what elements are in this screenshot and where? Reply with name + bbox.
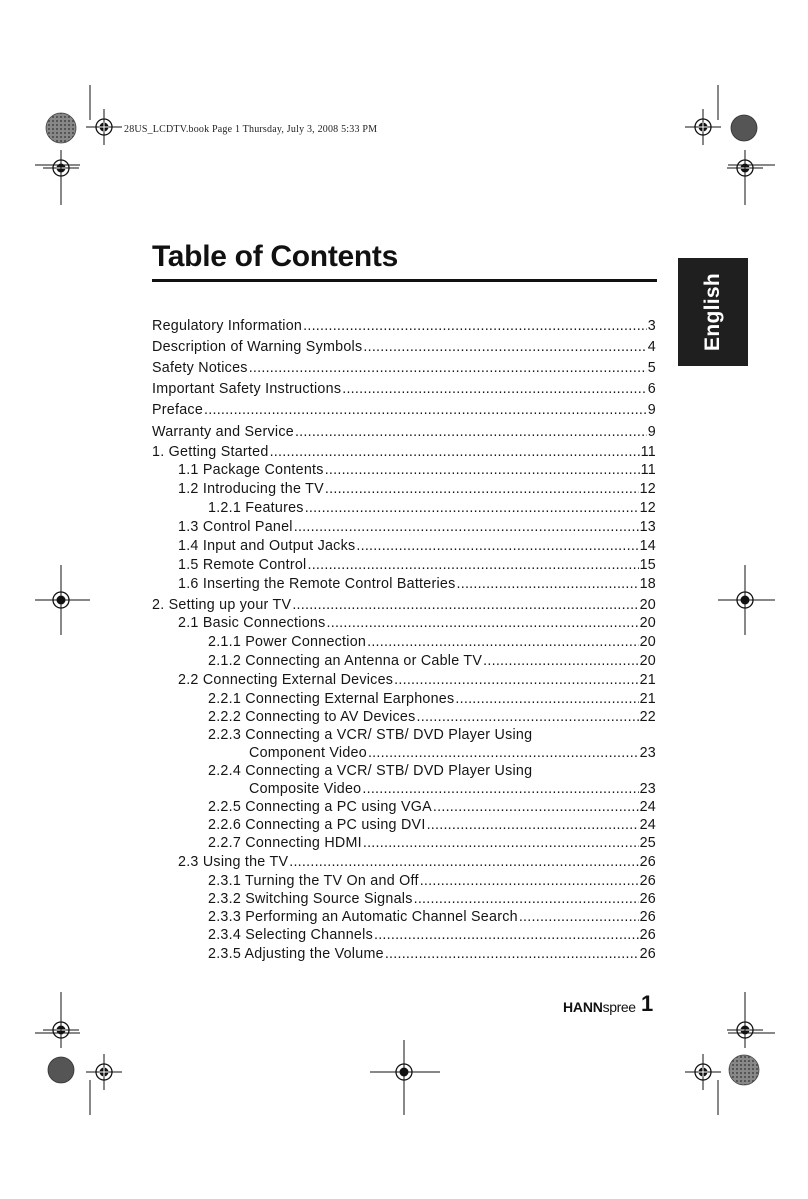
toc-entry[interactable] (208, 634, 656, 651)
toc-entry[interactable] (208, 909, 656, 926)
toc-entry[interactable] (208, 927, 656, 944)
brand-logo (563, 999, 636, 1015)
toc-entry-label: 2.2.2 Connecting to AV Devices (208, 709, 416, 725)
toc-entry[interactable] (208, 709, 656, 726)
toc-entry-label: 2.3.4 Selecting Channels (208, 927, 373, 943)
toc-entry-label: 2.3.1 Turning the TV On and Off (208, 873, 419, 889)
registration-mark-icon (86, 109, 122, 145)
toc-entry-page: 20 (639, 653, 656, 669)
toc-entry-page: 6 (647, 381, 656, 397)
toc-entry[interactable] (178, 672, 656, 689)
toc-entry-page: 21 (639, 691, 656, 707)
toc-entry-page: 26 (639, 927, 656, 943)
toc-entry-page: 18 (639, 576, 656, 592)
toc-entry-label: Safety Notices (152, 360, 248, 376)
toc-entry-page: 3 (647, 318, 656, 334)
brand-logo-bold: HANN (563, 999, 603, 1015)
toc-entry[interactable] (152, 424, 656, 441)
color-target-icon (46, 113, 76, 143)
toc-entry-label: 1.6 Inserting the Remote Control Batteries (178, 576, 456, 592)
toc-entry[interactable] (152, 402, 656, 419)
toc-entry-page: 24 (639, 799, 656, 815)
toc-entry-label: Preface (152, 402, 204, 418)
toc-entry-label: 2.2.7 Connecting HDMI (208, 835, 362, 851)
toc-entry[interactable] (152, 444, 656, 461)
toc-entry-page: 11 (640, 462, 656, 478)
toc-entry[interactable] (208, 946, 656, 963)
toc-entry[interactable] (178, 481, 656, 498)
toc-entry-page: 21 (639, 672, 656, 688)
toc-entry-label: 1.5 Remote Control (178, 557, 307, 573)
toc-entry-page: 23 (639, 745, 656, 761)
toc-entry-label: 2.1.1 Power Connection (208, 634, 367, 650)
toc-entry-page: 14 (639, 538, 656, 554)
toc-entry-page: 9 (647, 424, 656, 440)
toc-entry-label: 2.1 Basic Connections (178, 615, 326, 631)
toc-entry-label: 2.3.3 Performing an Automatic Channel Search (208, 909, 518, 925)
toc-entry[interactable] (152, 381, 656, 398)
registration-mark-icon (86, 1054, 122, 1090)
toc-entry[interactable] (178, 538, 656, 555)
page-title: Table of Contents (152, 240, 399, 273)
toc-entry-page: 22 (639, 709, 656, 725)
toc-entry-label: 2.2.5 Connecting a PC using VGA (208, 799, 432, 815)
toc-entry-label: 1.2 Introducing the TV (178, 481, 324, 497)
toc-entry-label: 1.2.1 Features (208, 500, 304, 516)
page-number: 1 (641, 991, 654, 1016)
language-tab (678, 258, 748, 366)
toc-entry[interactable] (178, 557, 656, 574)
color-target-icon (729, 1055, 759, 1085)
toc-entry[interactable] (178, 576, 656, 593)
toc-entry[interactable] (178, 519, 656, 536)
toc-entry[interactable] (152, 318, 656, 335)
toc-entry-label: Important Safety Instructions (152, 381, 342, 397)
toc-entry-label: 1.3 Control Panel (178, 519, 293, 535)
toc-entry[interactable] (152, 597, 656, 614)
toc-entry[interactable] (208, 691, 656, 708)
toc-entry-page: 24 (639, 817, 656, 833)
print-header: 28US_LCDTV.book Page 1 Thursday, July 3, 2008 5:33 PM (124, 124, 378, 135)
toc-entry-page: 11 (640, 444, 656, 460)
toc-entry-label: 1. Getting Started (152, 444, 269, 460)
toc-entry[interactable] (208, 500, 656, 517)
toc-entry[interactable] (208, 653, 656, 670)
toc-entry[interactable] (208, 873, 656, 890)
toc-entry-label: Warranty and Service (152, 424, 294, 440)
toc-entry-label: 1.1 Package Contents (178, 462, 324, 478)
toc-entry-label: Description of Warning Symbols (152, 339, 363, 355)
toc-entry-page: 25 (639, 835, 656, 851)
toc-entry-label: 2.3.2 Switching Source Signals (208, 891, 413, 907)
toc-entry[interactable] (208, 799, 656, 816)
toc-entry-label: 2.1.2 Connecting an Antenna or Cable TV (208, 653, 483, 669)
toc-entry-page: 15 (639, 557, 656, 573)
toc-entry-label-continued: Component Video (249, 745, 367, 761)
toc-entry-label: 2.2.1 Connecting External Earphones (208, 691, 455, 707)
toc-entry-page: 13 (639, 519, 656, 535)
toc-entry-label: 1.4 Input and Output Jacks (178, 538, 356, 554)
language-tab-label: English (701, 273, 724, 351)
toc-entry[interactable] (249, 781, 656, 798)
toc-entry-page: 26 (639, 891, 656, 907)
toc-entry[interactable] (152, 339, 656, 356)
toc-entry-label-continued: Composite Video (249, 781, 362, 797)
toc-entry-label: 2.3 Using the TV (178, 854, 289, 870)
toc-entry[interactable] (249, 745, 656, 762)
toc-entry[interactable] (178, 615, 656, 632)
color-target-icon (48, 1057, 74, 1083)
toc-entry-page: 12 (639, 500, 656, 516)
toc-entry-page: 26 (639, 909, 656, 925)
toc-entry-page: 4 (647, 339, 656, 355)
registration-mark-icon (685, 1054, 721, 1090)
toc-entry-page: 23 (639, 781, 656, 797)
toc-entry-page: 26 (639, 854, 656, 870)
registration-mark-icon (685, 109, 721, 145)
toc-entry[interactable] (208, 817, 656, 834)
toc-entry-page: 26 (639, 946, 656, 962)
toc-entry-label: 2.3.5 Adjusting the Volume (208, 946, 384, 962)
toc-entry[interactable] (208, 891, 656, 908)
toc-entry-page: 12 (639, 481, 656, 497)
toc-entry-page: 20 (639, 597, 656, 613)
toc-entry-label: 2. Setting up your TV (152, 597, 292, 613)
toc-entry-label[interactable]: 2.2.4 Connecting a VCR/ STB/ DVD Player Using (208, 763, 533, 779)
toc-entry-page: 26 (639, 873, 656, 889)
toc-entry-label[interactable]: 2.2.3 Connecting a VCR/ STB/ DVD Player Using (208, 727, 533, 743)
toc-entry[interactable] (178, 854, 656, 871)
toc-entry[interactable] (208, 835, 656, 852)
toc-entry-page: 20 (639, 634, 656, 650)
title-divider (152, 279, 657, 282)
toc-entry-page: 9 (647, 402, 656, 418)
toc-entry[interactable] (178, 462, 656, 479)
color-target-icon (731, 115, 757, 141)
toc-entry-label: 2.2 Connecting External Devices (178, 672, 394, 688)
toc-entry-page: 5 (647, 360, 656, 376)
toc-entry-label: 2.2.6 Connecting a PC using DVI (208, 817, 426, 833)
toc-entry[interactable] (152, 360, 656, 377)
toc-entry-label: Regulatory Information (152, 318, 303, 334)
brand-logo-light: spree (602, 999, 636, 1015)
toc-entry-page: 20 (639, 615, 656, 631)
